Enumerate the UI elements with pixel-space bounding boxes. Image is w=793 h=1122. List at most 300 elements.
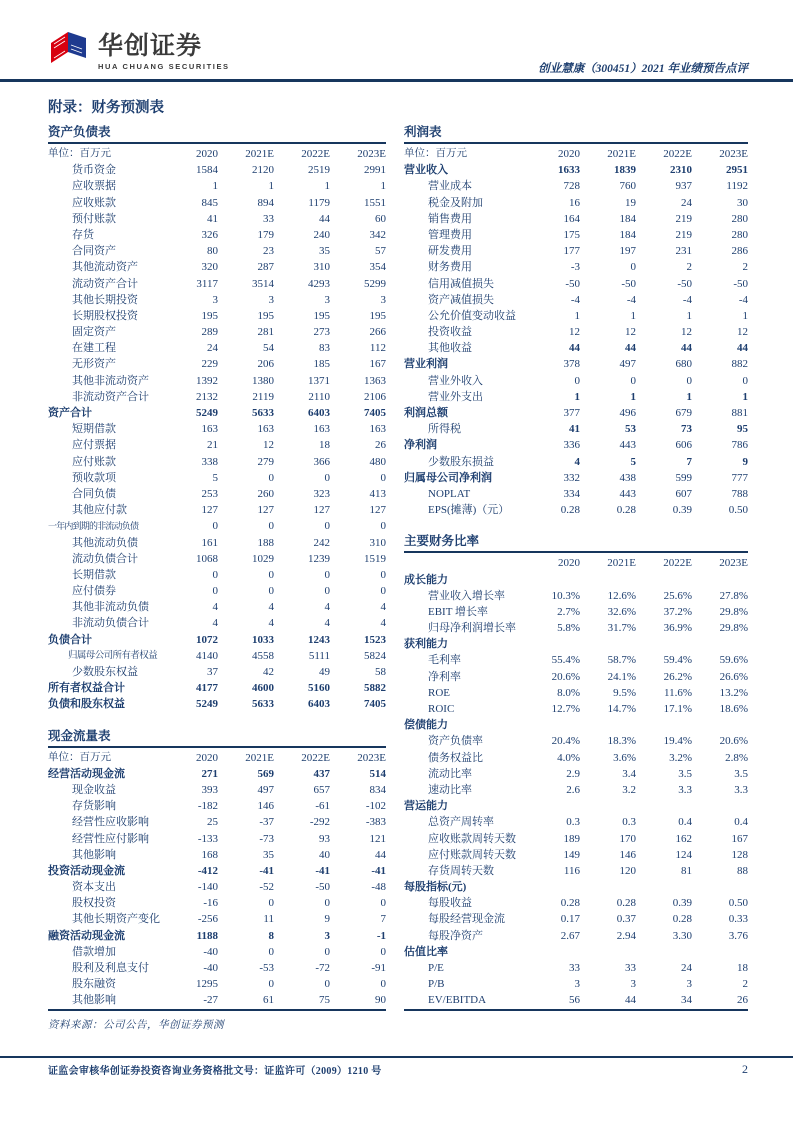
row-value: 280 [731,228,748,241]
row-value: 3 [212,293,218,306]
row-value: 44 [569,342,580,355]
report-title: 创业慧康（300451）2021 年业绩预告点评 [538,63,748,75]
row-value: 24.1% [607,670,636,683]
table-row [404,814,748,830]
table-row [404,911,748,927]
row-value: 0 [380,520,386,533]
row-label: 每股净资产 [428,929,483,942]
row-value: 0 [212,568,218,581]
row-value: -50 [315,881,330,894]
table-row [48,486,386,502]
row-value: 5299 [364,277,386,290]
table-row [404,620,748,636]
row-value: 7405 [364,407,386,419]
table-row [404,405,748,421]
row-value: 260 [257,487,274,500]
row-label: ROIC [428,703,455,715]
row-value: -37 [259,816,274,829]
row-value: 5824 [364,649,386,662]
row-value: 179 [257,228,274,241]
row-label: 其他长期资产变化 [72,913,160,926]
row-value: 1392 [196,374,218,387]
row-value: 19 [625,196,636,209]
row-value: 310 [313,261,330,274]
row-value: 1519 [364,552,386,565]
row-value: 44 [625,342,636,355]
row-label: 合同负债 [72,487,116,500]
table-row [48,911,386,927]
row-value: 41 [569,423,580,436]
row-value: 19.4% [663,735,692,748]
spacer [404,518,748,531]
table-row [48,470,386,486]
table-row [404,750,748,766]
row-value: 21 [207,439,218,452]
row-value: 49 [319,666,330,678]
row-value: -50 [677,277,692,290]
table-row [48,567,386,583]
row-value: -256 [197,913,218,926]
table-row [48,632,386,648]
row-value: 197 [619,245,636,258]
row-value: 0.3 [622,816,636,829]
row-value: 24 [681,196,692,209]
row-value: 2.8% [725,751,748,764]
row-value: -292 [309,816,330,829]
row-value: 219 [675,212,692,225]
cash-flow-table [48,726,386,1011]
row-label: 应付账款周转天数 [428,848,516,861]
year-header: 2021E [607,557,636,570]
row-value: 2 [742,261,748,274]
row-value: 184 [619,228,636,241]
row-value: 20.4% [551,735,580,748]
row-value: 0 [268,568,274,581]
table-row [404,276,748,292]
row-label: P/B [428,978,445,991]
row-value: 937 [675,180,692,193]
table-row [404,227,748,243]
year-header: 2022E [663,557,692,570]
row-label: 长期借款 [72,568,116,581]
huachuang-cube-icon [48,27,90,78]
row-value: 881 [731,407,748,419]
table-row [404,863,748,879]
row-value: 60 [375,212,386,225]
row-value: 184 [619,212,636,225]
row-label: 负债合计 [48,633,92,646]
row-value: 16 [569,196,580,209]
row-label: 其他流动负债 [72,536,138,549]
row-label: 营业外支出 [428,390,483,403]
row-label: 预付账款 [72,212,116,225]
row-label: 资本支出 [72,881,116,894]
row-label: 偿债能力 [404,719,448,732]
row-value: 58 [375,666,386,678]
row-value: -140 [197,881,218,894]
row-label: 净利润 [404,439,437,452]
row-label: 其他影响 [72,848,116,861]
row-value: 1551 [364,196,386,209]
row-value: 0.39 [672,897,692,910]
financial-ratios-table [404,531,748,1010]
year-header: 2021E [245,148,274,160]
row-value: 195 [257,309,274,322]
row-value: 3.5 [734,767,748,780]
table-row [48,227,386,243]
row-value: 607 [675,487,692,500]
row-value: 2.6 [566,783,580,796]
table-row [48,276,386,292]
table-row [404,669,748,685]
row-label: 现金收益 [72,783,116,796]
footer-divider [0,1056,793,1058]
row-value: -41 [259,864,274,877]
row-value: 36.9% [663,622,692,635]
row-value: 3.30 [672,929,692,942]
row-value: 31.7% [607,622,636,635]
table-row [404,733,748,749]
year-header: 2020 [558,557,580,570]
row-value: 26.2% [663,670,692,683]
row-value: 0 [324,945,330,958]
row-label: 总资产周转率 [428,816,494,829]
table-row [48,356,386,372]
table-row [48,960,386,976]
row-value: 27.8% [719,589,748,602]
row-value: 162 [675,832,692,845]
row-value: 777 [731,471,748,484]
row-label: 其他收益 [428,342,472,355]
table-row [48,178,386,194]
row-value: 3.5 [678,767,692,780]
row-value: 3 [324,929,330,942]
year-header: 2022E [301,751,330,764]
row-value: -48 [371,881,386,894]
table-row [404,928,748,944]
table-row [404,766,748,782]
row-value: 338 [201,455,218,468]
row-value: 59.6% [719,654,748,667]
year-header: 2020 [558,148,580,160]
row-value: 9 [742,455,748,468]
row-label: 应收票据 [72,180,116,193]
row-value: -41 [371,864,386,877]
row-value: 4600 [252,682,274,695]
table-row [48,162,386,178]
table-row [48,583,386,599]
row-value: 728 [563,180,580,193]
table-row [48,389,386,405]
row-value: 253 [201,487,218,500]
row-value: 0 [268,471,274,484]
table-row [404,701,748,717]
table-row [48,373,386,389]
row-value: 273 [313,326,330,339]
row-value: 0 [574,374,580,387]
row-label: 经营活动现金流 [48,767,125,780]
row-value: 0 [686,374,692,387]
row-value: 25 [207,816,218,829]
table-row [404,992,748,1008]
table-row [404,454,748,470]
row-label: 归属母公司净利润 [404,471,492,484]
row-value: -91 [371,962,386,974]
table-row [48,831,386,847]
row-value: 95 [737,423,748,436]
table-row [48,518,386,534]
row-value: 37.2% [663,605,692,618]
row-value: 5111 [308,649,330,662]
table-header-row [48,750,386,766]
row-value: 320 [201,261,218,274]
row-value: 195 [313,309,330,322]
row-value: 0 [742,374,748,387]
row-value: 26 [375,439,386,452]
table-row [48,696,386,712]
row-value: 33 [569,962,580,974]
row-value: 90 [375,994,386,1007]
row-value: 41 [207,212,218,225]
table-row [48,648,386,664]
row-label: 其他非流动资产 [72,374,149,387]
row-value: 287 [257,261,274,274]
row-value: 882 [731,358,748,371]
row-value: 206 [257,358,274,371]
row-label: 应付债券 [72,585,116,598]
table-row [48,680,386,696]
row-value: 12 [263,439,274,452]
unit-label: 单位：百万元 [48,148,111,159]
row-value: 1371 [308,374,330,387]
row-value: 3.4 [622,767,636,780]
row-label: 净利率 [428,670,461,683]
row-value: 4293 [308,277,330,290]
row-value: 0.37 [616,913,636,926]
row-label: ROE [428,686,450,699]
row-value: 0 [380,978,386,991]
row-value: 2110 [308,390,330,403]
row-label: 非流动资产合计 [72,390,149,403]
row-label: 营业收入增长率 [428,589,505,602]
year-header: 2021E [607,148,636,160]
row-value: 229 [201,358,218,371]
row-value: 5249 [196,698,218,711]
row-value: 146 [257,800,274,813]
row-value: 10.3% [551,589,580,602]
row-label: 股利及利息支付 [72,962,149,974]
row-value: -72 [315,962,330,974]
table-row [404,162,748,178]
row-value: 0 [268,945,274,958]
row-value: 1523 [364,633,386,646]
row-value: 5633 [252,407,274,419]
table-body [404,162,748,518]
row-label: 营业收入 [404,164,448,177]
row-value: 3.6% [613,751,636,764]
row-label: P/E [428,962,444,974]
row-label: 长期股权投资 [72,309,138,322]
row-value: 437 [313,767,330,780]
row-label: 其他影响 [72,994,116,1007]
row-value: 1179 [308,196,330,209]
row-value: 2.9 [566,767,580,780]
row-value: 4 [268,601,274,614]
table-title: 现金流量表 [48,726,386,748]
row-value: 2991 [364,164,386,177]
row-label: 借款增加 [72,945,116,958]
row-value: 0 [380,945,386,958]
table-row [404,685,748,701]
row-value: 680 [675,358,692,371]
source-note: 资料来源：公司公告，华创证券预测 [48,1019,224,1031]
row-value: 29.8% [719,622,748,635]
row-value: 4 [324,617,330,630]
row-label: 所有者权益合计 [48,682,125,695]
row-value: 12.6% [607,589,636,602]
row-label: 利润总额 [404,407,448,419]
table-row [404,211,748,227]
table-row [404,636,748,652]
row-value: 189 [563,832,580,845]
row-value: 3.76 [728,929,748,942]
row-value: 93 [319,832,330,845]
row-label: 所得税 [428,423,461,436]
row-label: 存货 [72,228,94,241]
row-value: 266 [369,326,386,339]
table-row [48,847,386,863]
row-label: 短期借款 [72,423,116,436]
row-value: 5 [630,455,636,468]
row-value: 3.3 [678,783,692,796]
row-value: 786 [731,439,748,452]
row-value: 5.8% [557,622,580,635]
row-label: 资产减值损失 [428,293,494,306]
row-value: 0 [268,585,274,598]
row-value: 606 [675,439,692,452]
row-value: 0 [212,585,218,598]
row-value: 336 [563,439,580,452]
row-value: 2.67 [560,929,580,942]
row-value: -4 [626,293,636,306]
row-value: 44 [737,342,748,355]
row-value: 1029 [252,552,274,565]
row-value: 3.3 [734,783,748,796]
table-row [404,782,748,798]
row-value: 4177 [196,682,218,695]
row-value: 0 [324,978,330,991]
row-value: 33 [263,212,274,225]
row-value: 61 [263,994,274,1007]
table-title: 资产负债表 [48,122,386,144]
row-value: 128 [731,848,748,861]
row-value: 0 [212,520,218,533]
spacer [48,713,386,726]
row-value: 54 [263,342,274,355]
row-value: 4 [574,455,580,468]
row-value: 0 [324,568,330,581]
row-label: 应收账款周转天数 [428,832,516,845]
row-value: 18.6% [719,703,748,715]
row-value: 366 [313,455,330,468]
logo-name-cn: 华创证券 [98,32,203,60]
row-value: 8.0% [557,686,580,699]
row-value: 4 [212,601,218,614]
row-value: 3 [324,293,330,306]
row-value: 5 [212,471,218,484]
row-value: 25.6% [663,589,692,602]
row-value: -4 [570,293,580,306]
row-value: 0 [268,520,274,533]
row-value: 3 [380,293,386,306]
table-row [48,798,386,814]
row-label: 毛利率 [428,654,461,667]
row-value: 497 [619,358,636,371]
row-label: 一年内到期的非流动负债 [48,521,139,532]
row-value: 0.50 [728,897,748,910]
row-value: 168 [201,848,218,861]
table-row [404,502,748,518]
table-row [48,454,386,470]
row-value: 0 [630,261,636,274]
row-label: 合同资产 [72,245,116,258]
row-value: 12.7% [551,703,580,715]
row-label: 每股指标(元) [404,881,467,894]
row-label: 归母净利润增长率 [428,622,516,635]
row-value: 5249 [196,407,218,419]
table-row [404,308,748,324]
row-value: -182 [197,800,218,813]
table-row [48,421,386,437]
row-value: -50 [621,277,636,290]
row-value: -53 [259,962,274,974]
row-label: 营业成本 [428,180,472,193]
row-value: 29.8% [719,605,748,618]
row-value: 7 [686,455,692,468]
table-row [404,373,748,389]
row-value: 1072 [196,633,218,646]
row-value: -50 [733,277,748,290]
row-value: 1188 [196,929,218,942]
row-value: 271 [201,767,218,780]
row-value: 26.6% [719,670,748,683]
income-statement-table [404,122,748,518]
row-value: 1 [574,390,580,403]
header-divider [0,79,793,82]
row-value: 326 [201,228,218,241]
row-label: 其他流动资产 [72,261,138,274]
row-value: 0.17 [560,913,580,926]
row-value: 53 [625,423,636,436]
table-row [48,766,386,782]
row-value: 599 [675,471,692,484]
row-value: 788 [731,487,748,500]
table-row [404,572,748,588]
row-label: 非流动负债合计 [72,617,149,630]
table-row [404,847,748,863]
row-value: 35 [263,848,274,861]
row-label: 股东融资 [72,978,116,991]
row-label: 存货周转天数 [428,864,494,877]
row-value: 1 [212,180,218,193]
logo-text [98,34,230,71]
row-value: 163 [369,423,386,436]
row-value: 0.28 [560,504,580,517]
row-value: -4 [682,293,692,306]
row-value: 894 [257,196,274,209]
row-label: 债务权益比 [428,751,483,764]
row-value: 32.6% [607,605,636,618]
